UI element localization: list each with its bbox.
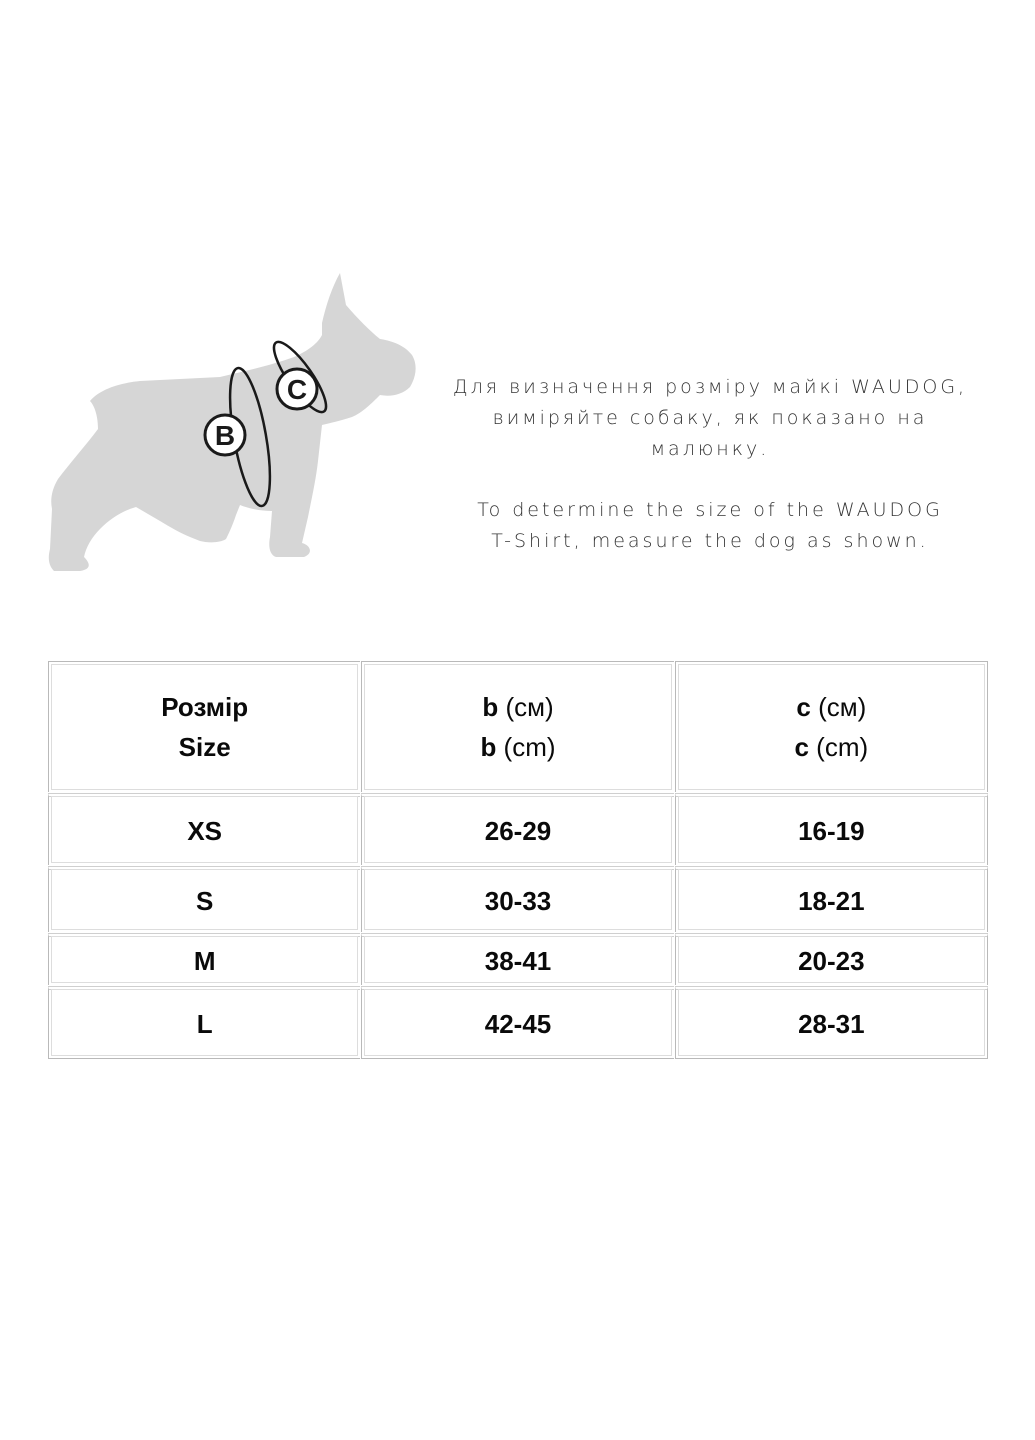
b-badge-label: B (214, 420, 236, 451)
table-row (48, 933, 988, 986)
header-b-ua (362, 687, 673, 727)
instruction-spacer (430, 465, 990, 495)
table-row (48, 793, 988, 866)
instruction-en-line-1: To determine the size of the WAUDOG (477, 499, 943, 521)
b-value-cell: 26-29 (361, 793, 674, 866)
header-c-unit-en: (cm) (808, 732, 869, 762)
header-size-en: Size (178, 732, 231, 762)
header-c-letter-ua: c (796, 692, 811, 722)
c-value-cell: 20-23 (675, 933, 988, 986)
header-b-cell (361, 661, 674, 793)
instruction-en-line-2: T-Shirt, measure the dog as shown. (491, 530, 929, 552)
measurement-instructions (430, 372, 990, 557)
header-b-unit-ua: (см) (498, 692, 554, 722)
b-value-cell: 38-41 (361, 933, 674, 986)
c-value-cell: 28-31 (675, 986, 988, 1059)
instruction-ua-line-3: малюнку. (650, 438, 770, 460)
instruction-ua-line-2: виміряйте собаку, як показано на (492, 407, 928, 429)
header-c-ua (676, 687, 987, 727)
header-b-letter-ua: b (482, 692, 499, 722)
instruction-ua-line-1: Для визначення розміру майкі WAUDOG, (452, 376, 968, 398)
size-chart-table (48, 661, 988, 1059)
c-value-cell: 16-19 (675, 793, 988, 866)
size-cell: S (48, 866, 361, 933)
dog-measurement-illustration (40, 265, 425, 580)
table-header-row (48, 661, 988, 793)
size-cell: M (48, 933, 361, 986)
french-bulldog-silhouette (40, 265, 425, 580)
header-c-cell (675, 661, 988, 793)
table-row (48, 986, 988, 1059)
header-c-unit-ua: (см) (810, 692, 867, 722)
table-row (48, 866, 988, 933)
header-b-unit-en: (cm) (496, 732, 556, 762)
header-c-en (676, 727, 987, 767)
header-b-en (362, 727, 673, 767)
c-badge-label: C (286, 374, 308, 405)
c-value-cell: 18-21 (675, 866, 988, 933)
size-cell: XS (48, 793, 361, 866)
b-value-cell: 42-45 (361, 986, 674, 1059)
header-c-letter-en: c (794, 732, 809, 762)
header-size-cell (48, 661, 361, 793)
b-value-cell: 30-33 (361, 866, 674, 933)
size-cell: L (48, 986, 361, 1059)
header-b-letter-en: b (480, 732, 497, 762)
header-size-ua: Розмір (161, 692, 249, 722)
